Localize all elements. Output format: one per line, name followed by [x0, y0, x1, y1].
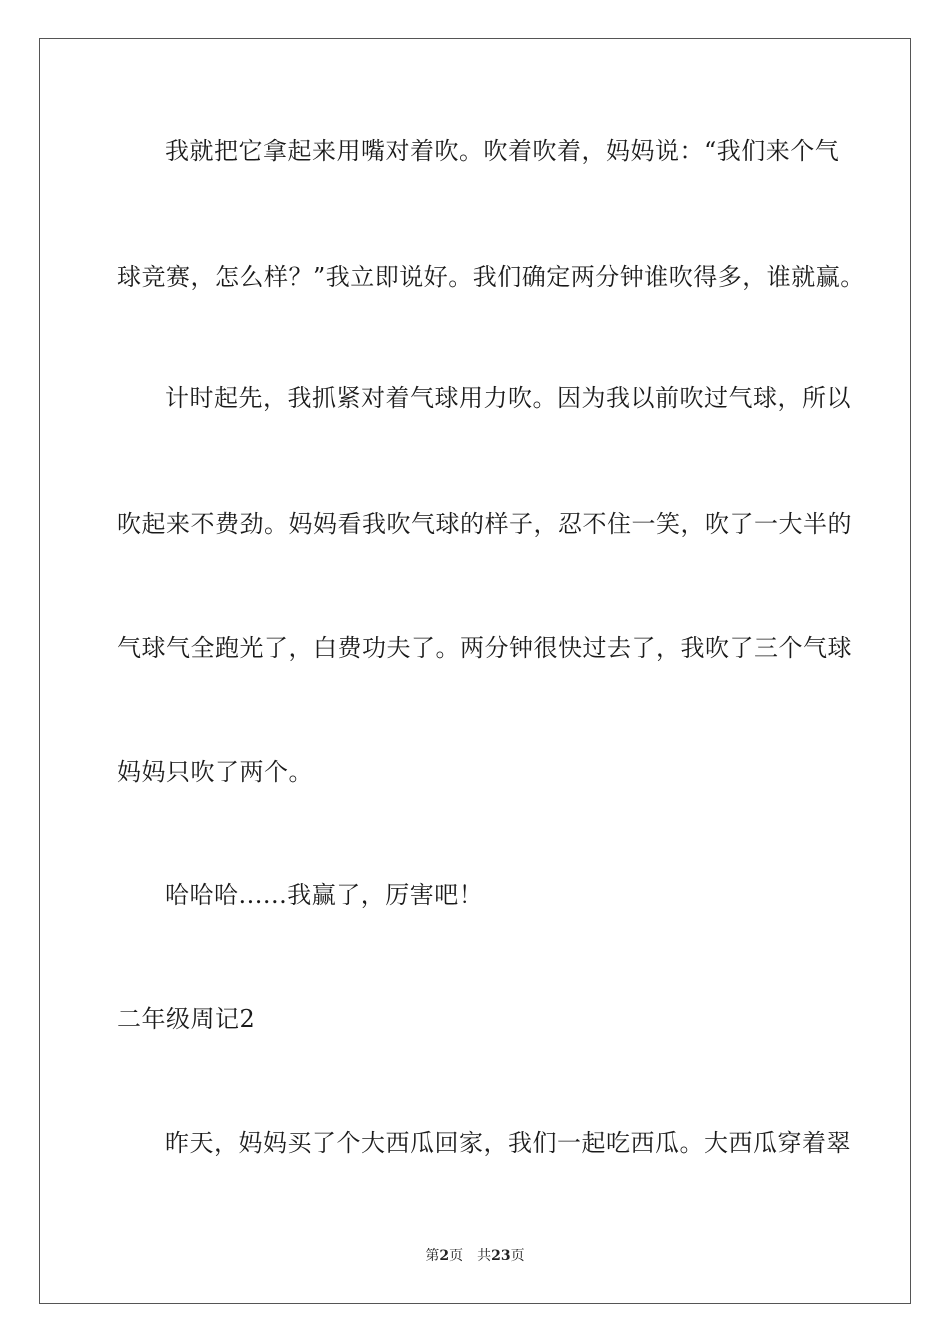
total-prefix: 共 [477, 1248, 492, 1264]
paragraph-line: 计时起先，我抓紧对着气球用力吹。因为我以前吹过气球，所以 [165, 384, 851, 412]
paragraph-line: 我就把它拿起来用嘴对着吹。吹着吹着，妈妈说：“我们来个气 [165, 137, 840, 165]
page-footer [0, 1247, 950, 1265]
paragraph-line: 妈妈只吹了两个。 [117, 758, 313, 786]
paragraph-line: 球竞赛，怎么样？”我立即说好。我们确定两分钟谁吹得多，谁就赢。 [117, 263, 865, 291]
section-heading: 二年级周记2 [117, 1005, 256, 1033]
page-number: 2 [439, 1248, 450, 1264]
page-prefix: 第 [425, 1248, 440, 1264]
total-suffix: 页 [510, 1248, 525, 1264]
paragraph-line: 哈哈哈......我赢了，厉害吧！ [165, 881, 484, 909]
page-suffix: 页 [449, 1248, 464, 1264]
paragraph-line: 昨天，妈妈买了个大西瓜回家，我们一起吃西瓜。大西瓜穿着翠 [165, 1129, 851, 1157]
page-frame [39, 38, 911, 1304]
paragraph-line: 气球气全跑光了，白费功夫了。两分钟很快过去了，我吹了三个气球 [117, 634, 852, 662]
paragraph-line: 吹起来不费劲。妈妈看我吹气球的样子，忍不住一笑，吹了一大半的 [117, 510, 852, 538]
total-pages: 23 [491, 1248, 511, 1264]
